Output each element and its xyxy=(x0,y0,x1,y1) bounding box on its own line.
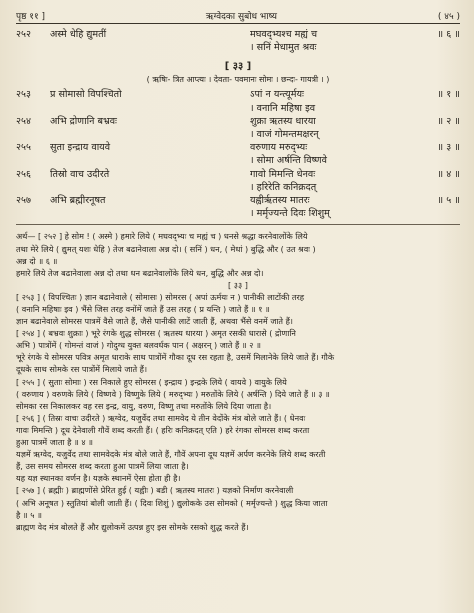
commentary-line: है ॥ ५ ॥ xyxy=(16,509,42,520)
commentary-line: अर्थ— [ २५२ ] हे सोम ! ( अस्मे ) हमारे लिये ( मघवद्भ्यः च मह्यं च ) धनसे श्रद्धा करनेवालोंके लिये xyxy=(16,231,308,242)
commentary-line: [ २५५ ] ( सुताः सोमाः ) रस निकाले हुए सोमरस ( इन्द्राय ) इन्द्रके लिये ( वायवे ) वायुके लिये xyxy=(16,376,287,387)
commentary-summary: यज्ञमें ऋग्वेद, यजुर्वेद तथा सामवेदके मंत्र बोले जाते हैं, गौवें अपना दूध यज्ञमें अर्पण करनेके लिये शब्द करती xyxy=(16,449,326,460)
commentary-summary: हमारे लिये तेज बढानेवाला अन्न दो तथा धन बढानेवालोंके लिये धन, बुद्धि और अन्न दो। xyxy=(16,267,264,278)
commentary-line: ( अभि अनूषत ) स्तुतियां बोली जाती हैं। ( दिवः शिशुं ) द्युलोकके उस सोमको ( मर्मृज्यन्ते ) शुद्ध किया जाता xyxy=(16,497,328,508)
commentary-summary: ब्राह्मण वेद मंत्र बोलते हैं और द्युलोकमें उत्पन्न हुए इस सोमके रसको शुद्ध करते हैं। xyxy=(16,521,249,532)
verse-line-continuation: । मर्मृज्यन्ते दिवः शिशुम् xyxy=(250,208,330,220)
commentary-line: [ २५३ ] ( विपश्चितः ) ज्ञान बढानेवाले ( सोमासः ) सोमरस ( अपां ऊर्मयः न ) पानीकी लाटोंकी तरह xyxy=(16,291,305,302)
header-title: ऋग्वेदका सुबोध भाष्य xyxy=(205,11,278,22)
commentary-line: [ २५४ ] ( बभ्रवः शुक्राः ) भूरे रंगके शुद्ध सोमरस ( ऋतस्य धारया ) अमृत रसकी धारासे ( द्रोणानि xyxy=(16,328,296,339)
commentary-line: ( वनानि महिषाः इव ) भैंसे जिस तरह वनोंमें जाते हैं उस तरह ( प्र यन्ति ) जाते हैं ॥ १ ॥ xyxy=(16,304,270,314)
commentary xyxy=(16,230,460,532)
verse-line: २५४ अभि द्रोणानि बभ्रवः शुक्रा ऋतस्य धारया ॥ २ ॥ xyxy=(16,115,460,127)
verse-block xyxy=(16,88,460,220)
commentary-line: गावः मिमन्ति ) दूध देनेवाली गौवें शब्द करती हैं। ( हरिः कनिक्रदत् एति ) हरे रंगका सोमरस शब्द करता xyxy=(16,424,310,435)
commentary-line: ( वरुणाय ) वरुणके लिये ( विष्णवे ) विष्णुके लिये ( मरुद्भ्यः ) मरुतोंके लिये ( अर्षन्ति ) दिये जाते हैं ॥ ३ ॥ xyxy=(16,388,330,399)
verse-line-continuation: । हरिरेति कनिक्रदत् xyxy=(250,181,317,193)
section-divider xyxy=(16,224,460,225)
section-number: [ ३३ ] xyxy=(224,61,252,73)
commentary-line: अभि ) पात्रोंमें ( गोमन्तं वाजं ) गोदुग्ध युक्त बलवर्धक पान ( अक्षरन् ) जाते हैं ॥ २ ॥ xyxy=(16,340,261,351)
verse-line: २५६ तिस्रो वाच उदीरते गावो मिमन्ति धेनवः ॥ ४ ॥ xyxy=(16,168,460,180)
commentary-line: अन्न दो ॥ ६ ॥ xyxy=(16,255,58,266)
commentary-summary: यह यज्ञ स्थानका वर्णन है। यज्ञके स्थानमें ऐसा होता ही है। xyxy=(16,473,181,484)
section-meta: ( ऋषिः- त्रित आप्त्यः । देवता- पवमानः सोमः । छन्दः- गायत्री । ) xyxy=(146,75,330,85)
header-page-number: ( ४५ ) xyxy=(437,11,460,22)
commentary-summary: सोमका रस निकालकर वह रस इन्द्र, वायु, वरुण, विष्णु तथा मरुतोंके लिये दिया जाता है। xyxy=(16,400,272,411)
verse-line-continuation: । वनानि महिषा इव xyxy=(250,102,316,114)
commentary-summary: हैं, उस समय सोमरस शब्द करता हुआ पात्रमें लिया जाता है। xyxy=(16,461,189,472)
header-left: पृष्ठ ११ ] xyxy=(16,11,46,22)
verse-line: २५५ सुता इन्द्राय वायवे वरुणाय मरुद्भ्यः ॥ ३ ॥ xyxy=(16,142,460,154)
commentary-line: [ २५६ ] ( तिस्रः वाचः उदीरते ) ऋग्वेद, यजुर्वेद तथा सामवेद ये तीन वेदोंके मंत्र बोले जाते हैं। ( धेनवः xyxy=(16,412,306,423)
commentary-line: [ २५७ ] ( ब्रह्मीः ) ब्राह्मणोंसे प्रेरित हुई ( यह्वीः ) बडी ( ऋतस्य मातरः ) यज्ञको निर्माण करनेवाली xyxy=(16,485,294,496)
verse-line: २५७ अभि ब्रह्मीरनूषत यह्वीर्ऋतस्य मातरः ॥ ५ ॥ xyxy=(16,195,460,207)
header-rule xyxy=(16,23,460,24)
commentary-line: तथा मेरे लिये ( द्युमत् यशः धेहि ) तेज बढानेवाला अन्न दो। ( सनिं ) धन, ( मेधां ) बुद्धि और ( उत श्रवः ) xyxy=(16,243,316,254)
commentary-section-number: [ ३३ ] xyxy=(228,279,248,290)
commentary-summary: ज्ञान बढानेवाले सोमरस पात्रमें वैसे जाते हैं, जैसे पानीकी लाटें जाती हैं, अथवा भैंसे वनमें जाते हैं। xyxy=(16,316,293,327)
verse-line: २५२ अस्मे धेहि द्युमतीं मघवद्भ्यश्च मह्यं च ॥ ६ ॥ xyxy=(16,29,460,40)
commentary-line: हुआ पात्रमें जाता है ॥ ४ ॥ xyxy=(16,437,94,448)
commentary-summary: दूधके साथ सोमके रस पात्रोंमें मिलाये जाते हैं। xyxy=(16,364,148,375)
running-header xyxy=(16,8,460,22)
commentary-summary: भूरे रंगके ये सोमरस पवित्र अमृत धाराके साथ पात्रोंमें गौका दूध रस रहता है, उसमें मिलानेके लिये जाते हैं। गौके xyxy=(16,352,335,363)
verse-line-continuation: । सोमा अर्षन्ति विष्णवे xyxy=(250,155,327,167)
verse-line: २५३ प्र सोमासो विपश्चितो ऽपां न यन्त्यूर्मयः ॥ १ ॥ xyxy=(16,89,460,101)
verse-line-continuation: । सनिं मेधामुत श्रवः xyxy=(250,42,317,54)
verse-line-continuation: । वाजं गोमन्तमक्षरन् xyxy=(250,129,319,141)
